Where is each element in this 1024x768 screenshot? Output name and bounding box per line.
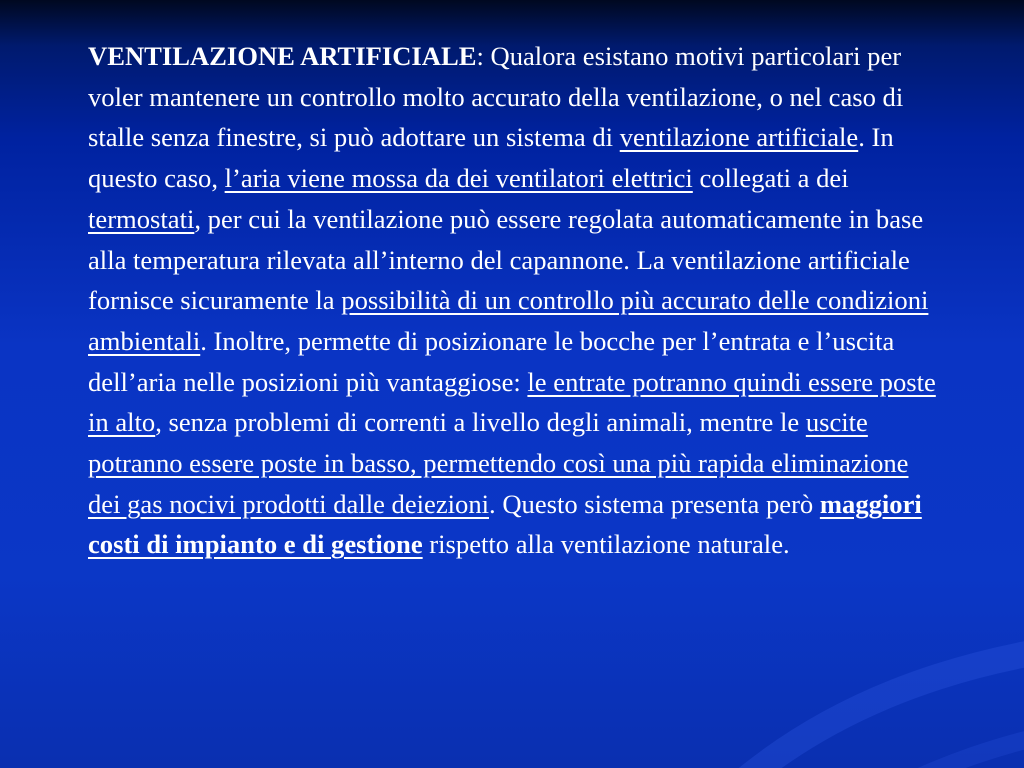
text-segment: , senza problemi di correnti a livello degli animali, mentre le bbox=[155, 407, 806, 438]
text-segment: rispetto alla ventilazione naturale. bbox=[422, 529, 790, 560]
underlined-text: uscite potranno essere poste in basso, permettendo così una più rapida eliminazione dei gas nocivi prodotti dalle deiezioni bbox=[88, 407, 909, 519]
underlined-text: ventilazione artificiale bbox=[619, 122, 859, 153]
text-segment: . Inoltre, permette di posizionare le bocche per l’entrata e l’uscita dell’aria nelle posizioni più vantaggiose: bbox=[88, 325, 895, 397]
text-segment: . Questo sistema presenta però bbox=[489, 488, 820, 519]
underlined-text: possibilità di un controllo più accurato delle condizioni ambientali bbox=[88, 285, 929, 356]
text-segment: . In questo caso, bbox=[88, 122, 894, 194]
underlined-text: le entrate potranno quindi essere poste in alto bbox=[88, 366, 936, 438]
underlined-text: termostati bbox=[88, 203, 195, 234]
text-segment: collegati a dei bbox=[692, 163, 849, 194]
text-segment: : Qualora esistano motivi particolari per voler mantenere un controllo molto accurato della ventilazione, o nel caso di stalle senza finestre, si può adottare un sistema di bbox=[88, 41, 904, 153]
heading-text: VENTILAZIONE ARTIFICIALE bbox=[88, 41, 477, 71]
text-segment: , per cui la ventilazione può essere regolata automaticamente in base alla temperatura rilevata all’interno del capannone. La ventilazione artificiale fornisce sicuramente la bbox=[88, 203, 924, 316]
underlined-bold-text: maggiori costi di impianto e di gestione bbox=[88, 488, 922, 560]
underlined-text: l’aria viene mossa da dei ventilatori elettrici bbox=[224, 163, 693, 194]
body-paragraph bbox=[88, 36, 938, 565]
